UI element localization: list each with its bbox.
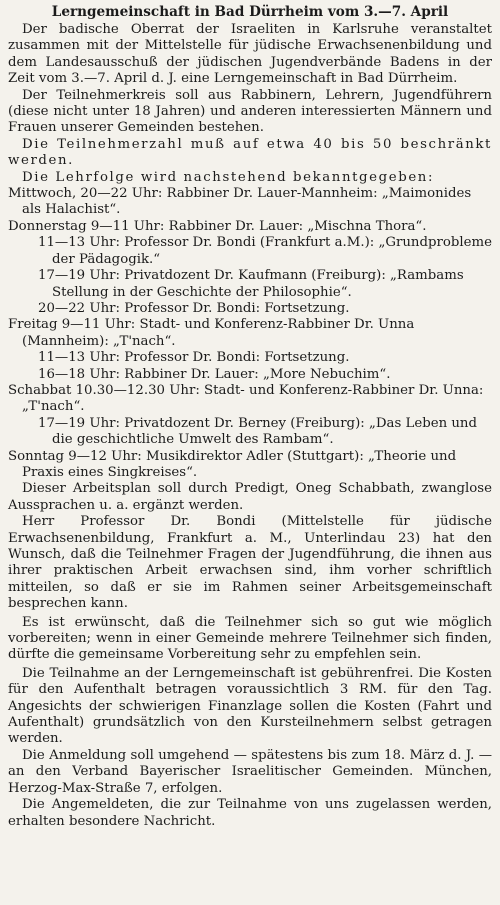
schedule-intro: Die Lehrfolge wird nachstehend bekanntgegeben:	[22, 169, 435, 185]
schedule-entry: Freitag 9—11 Uhr: Stadt- und Konferenz-Rabbiner Dr. Unna (Mannheim): „T'nach“.	[8, 317, 415, 349]
schedule-entry: 11—13 Uhr: Professor Dr. Bondi: Fortsetzung.	[38, 350, 350, 366]
preparation-paragraph: Es ist erwünscht, daß die Teilnehmer sich so gut wie möglich vorbereiten; wenn in einer Gemeinde mehrere Teilnehmer sich finden, dürfte die gemeinsame Vorbereitung sehr zu empfehlen sein.	[8, 614, 492, 663]
article-title: Lerngemeinschaft in Bad Dürrheim vom 3.—7. April	[51, 4, 449, 20]
intro-paragraph: Der badische Oberrat der Israeliten in Karlsruhe veranstaltet zusammen mit der Mittelstelle für jüdische Erwachsenenbildung und dem Landesausschuß der jüdischen Jugendverbände Badens in der Zeit vom 3.—7. April d. J. eine Lerngemeinschaft in Bad Dürrheim.	[8, 22, 492, 87]
workplan-paragraph: Dieser Arbeitsplan soll durch Predigt, Oneg Schabbath, zwanglose Aussprachen u. a. ergänzt werden.	[8, 481, 492, 513]
schedule-entry: 16—18 Uhr: Rabbiner Dr. Lauer: „More Nebuchim“.	[38, 366, 391, 382]
limit-paragraph: Die Teilnehmerzahl muß auf etwa 40 bis 50 beschränkt werden.	[8, 136, 492, 169]
bondi-wish-paragraph: Herr Professor Dr. Bondi (Mittelstelle für jüdische Erwachsenenbildung, Frankfurt a. M., Unterlindau 23) hat den Wunsch, daß die Teilnehmer Fragen der Jugendführung, die ihnen aus ihrer praktischen Arbeit erwachsen sind, ihm vorher schriftlich mitteilen, so daß er sie im Rahmen seiner Arbeitsgemeinschaft besprechen kann.	[8, 514, 492, 612]
participants-paragraph: Der Teilnehmerkreis soll aus Rabbinern, Lehrern, Jugendführern (diese nicht unter 18 Jahren) und anderen interessierten Männern und Frauen unserer Gemeinden bestehen.	[8, 87, 492, 136]
registration-paragraph: Die Anmeldung soll umgehend — spätestens bis zum 18. März d. J. — an den Verband Bayerischer Israelitischer Gemeinden. München, Herzog-Max-Straße 7, erfolgen.	[8, 747, 492, 796]
schedule-entry: 17—19 Uhr: Privatdozent Dr. Berney (Freiburg): „Das Leben und die geschichtliche Umwelt des Rambam“.	[38, 415, 478, 448]
schedule-entry: Donnerstag 9—11 Uhr: Rabbiner Dr. Lauer: „Mischna Thora“.	[8, 218, 427, 234]
notice-paragraph: Die Angemeldeten, die zur Teilnahme von uns zugelassen werden, erhalten besondere Nachricht.	[8, 797, 492, 829]
schedule-list	[8, 186, 492, 481]
schedule-entry: 17—19 Uhr: Privatdozent Dr. Kaufmann (Freiburg): „Rambams Stellung in der Geschichte der Philosophie“.	[38, 268, 464, 300]
schedule-entry: Sonntag 9—12 Uhr: Musikdirektor Adler (Stuttgart): „Theorie und Praxis eines Singkreises“.	[8, 448, 457, 480]
schedule-entry: Mittwoch, 20—22 Uhr: Rabbiner Dr. Lauer-Mannheim: „Maimonides als Halachist“.	[8, 186, 472, 218]
schedule-entry: Schabbat 10.30—12.30 Uhr: Stadt- und Konferenz-Rabbiner Dr. Unna: „T'nach“.	[8, 382, 484, 415]
schedule-entry: 11—13 Uhr: Professor Dr. Bondi (Frankfurt a.M.): „Grundprobleme der Pädagogik.“	[38, 235, 492, 267]
schedule-entry: 20—22 Uhr: Professor Dr. Bondi: Fortsetzung.	[38, 300, 350, 316]
costs-paragraph: Die Teilnahme an der Lerngemeinschaft ist gebührenfrei. Die Kosten für den Aufenthalt betragen voraussichtlich 3 RM. für den Tag. Angesichts der schwierigen Finanzlage sollen die Kosten (Fahrt und Aufenthalt) grundsätzlich von den Kursteilnehmern selbst getragen werden.	[8, 665, 492, 747]
